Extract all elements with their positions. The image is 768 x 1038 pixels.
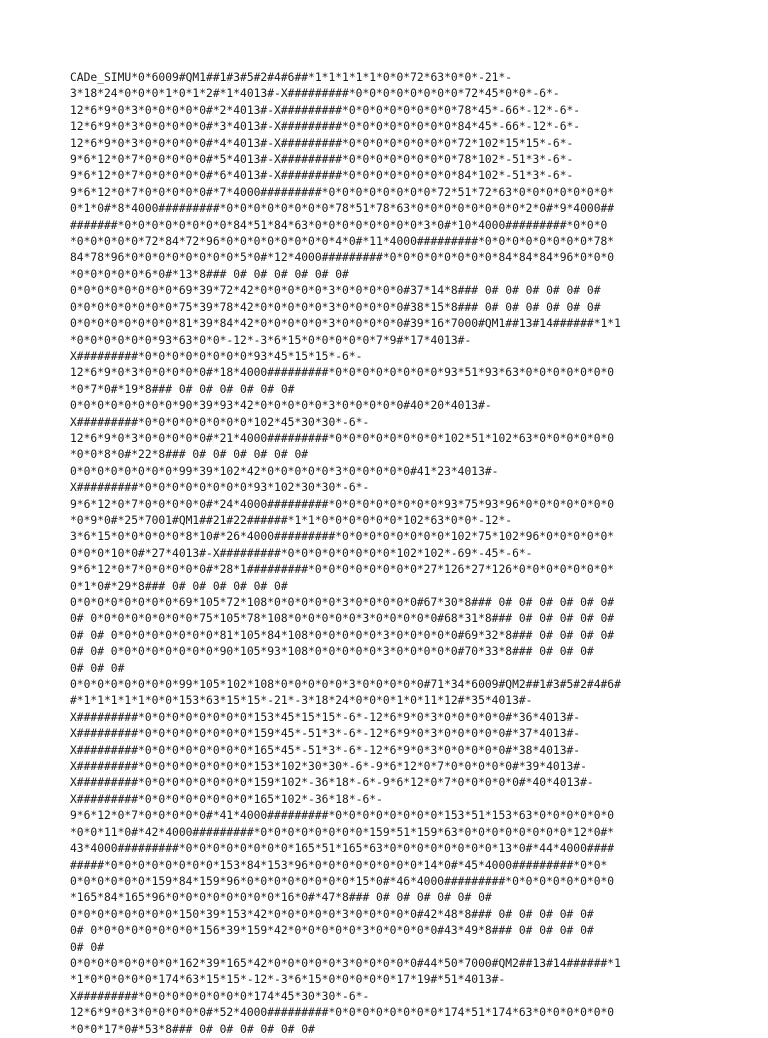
text-line: 0*0*0*0*0*0*0*0*162*39*165*42*0*0*0*0*0*3*0*0*0*0*0#44*50*7000#QM2##13#14######*1 (70, 956, 621, 970)
text-line: X#########*0*0*0*0*0*0*0*0*93*45*15*15*-6*- (70, 349, 363, 363)
text-line: X#########*0*0*0*0*0*0*0*0*153*45*15*15*-6*-12*6*9*0*3*0*0*0*0*0#*36*4013#- (70, 710, 581, 724)
text-line: *0*9*0#*25*7001#QM1##21#22######*1*1*0*0*0*0*0*0*102*63*0*0*-12*- (70, 513, 513, 527)
text-line: 0# 0# 0# (70, 661, 125, 675)
text-line: 9*6*12*0*7*0*0*0*0*0#*28*1#########*0*0*0*0*0*0*0*0*27*126*27*126*0*0*0*0*0*0*0* (70, 563, 615, 577)
text-line: 84*78*96*0*0*0*0*0*0*0*0*5*0#*12*4000#########*0*0*0*0*0*0*0*0*84*84*84*96*0*0*0 (70, 251, 615, 265)
text-line: 0# 0# 0*0*0*0*0*0*0*0*90*105*93*108*0*0*0*0*0*3*0*0*0*0*0#70*33*8### 0# 0# 0# (70, 645, 594, 659)
text-line: *1*0*0*0*0*0*174*63*15*15*-12*-3*6*15*0*0*0*0*0*17*19#*51*4013#- (70, 973, 506, 987)
text-line: 43*4000#########*0*0*0*0*0*0*0*0*165*51*165*63*0*0*0*0*0*0*0*0*13*0#*44*4000#### (70, 842, 615, 856)
text-line: 9*6*12*0*7*0*0*0*0*0#*5*4013#-X#########*0*0*0*0*0*0*0*0*78*102*-51*3*-6*- (70, 153, 574, 167)
text-line: 0*0*0*10*0#*27*4013#-X#########*0*0*0*0*0*0*0*0*102*102*-69*-45*-6*- (70, 546, 533, 560)
text-line: #######*0*0*0*0*0*0*0*0*84*51*84*63*0*0*0*0*0*0*0*0*3*0#*10*4000#########*0*0*0 (70, 218, 608, 232)
text-line: X#########*0*0*0*0*0*0*0*0*93*102*30*30*-6*- (70, 481, 370, 495)
text-line: 9*6*12*0*7*0*0*0*0*0#*41*4000#########*0*0*0*0*0*0*0*0*153*51*153*63*0*0*0*0*0*0 (70, 809, 615, 823)
text-line: *0*0*17*0#*53*8### 0# 0# 0# 0# 0# 0# (70, 1022, 315, 1036)
text-line: *0*0*11*0#*42*4000#########*0*0*0*0*0*0*0*0*159*51*159*63*0*0*0*0*0*0*0*0*12*0#* (70, 825, 615, 839)
text-line: X#########*0*0*0*0*0*0*0*0*165*45*-51*3*-6*-12*6*9*0*3*0*0*0*0*0#*38*4013#- (70, 743, 581, 757)
text-line: 0*1*0#*29*8### 0# 0# 0# 0# 0# 0# (70, 579, 288, 593)
text-line: 3*6*15*0*0*0*0*0*8*10#*26*4000#########*0*0*0*0*0*0*0*0*102*75*102*96*0*0*0*0*0* (70, 530, 615, 544)
text-line: *0*0*0*0*0*72*84*72*96*0*0*0*0*0*0*0*0*4*0#*11*4000#########*0*0*0*0*0*0*0*0*78* (70, 235, 615, 249)
text-line: 12*6*9*0*3*0*0*0*0*0#*2*4013#-X#########*0*0*0*0*0*0*0*0*78*45*-66*-12*-6*- (70, 103, 581, 117)
text-line: #####*0*0*0*0*0*0*0*0*153*84*153*96*0*0*0*0*0*0*0*0*14*0#*45*4000#########*0*0* (70, 858, 608, 872)
text-line: X#########*0*0*0*0*0*0*0*0*153*102*30*30*-6*-9*6*12*0*7*0*0*0*0*0#*39*4013#- (70, 760, 587, 774)
text-line: *165*84*165*96*0*0*0*0*0*0*0*0*16*0#*47*8### 0# 0# 0# 0# 0# 0# (70, 891, 492, 905)
text-line: 0# 0# (70, 940, 105, 954)
text-line: #*1*1*1*1*1*0*0*153*63*15*15*-21*-3*18*24*0*0*0*1*0*11*12#*35*4013#- (70, 694, 533, 708)
text-line: 0*0*0*0*0*0*0*0*69*105*72*108*0*0*0*0*0*3*0*0*0*0*0#67*30*8### 0# 0# 0# 0# 0# 0# (70, 596, 615, 609)
text-line: X#########*0*0*0*0*0*0*0*0*165*102*-36*18*-6*- (70, 792, 383, 806)
text-line: X#########*0*0*0*0*0*0*0*0*159*102*-36*18*-6*-9*6*12*0*7*0*0*0*0*0#*40*4013#- (70, 776, 594, 790)
text-line: 12*6*9*0*3*0*0*0*0*0#*3*4013#-X#########*0*0*0*0*0*0*0*0*84*45*-66*-12*-6*- (70, 120, 581, 134)
text-line: CADe_SIMU*0*6009#QM1##1#3#5#2#4#6##*1*1*1*1*1*0*0*72*63*0*0*-21*- (70, 71, 513, 84)
text-line: *0*0*0*0*0*0*93*63*0*0*-12*-3*6*15*0*0*0*0*0*7*9#*17*4013#- (70, 333, 472, 347)
text-line: 0*0*0*0*0*0*0*0*75*39*78*42*0*0*0*0*0*3*0*0*0*0*0#38*15*8### 0# 0# 0# 0# 0# 0# (70, 300, 601, 314)
text-line: 9*6*12*0*7*0*0*0*0*0#*7*4000#########*0*0*0*0*0*0*0*0*72*51*72*63*0*0*0*0*0*0*0* (70, 185, 615, 199)
text-line: X#########*0*0*0*0*0*0*0*0*102*45*30*30*-6*- (70, 415, 370, 429)
text-line: 12*6*9*0*3*0*0*0*0*0#*18*4000#########*0*0*0*0*0*0*0*0*93*51*93*63*0*0*0*0*0*0*0 (70, 366, 615, 380)
text-line: 0# 0*0*0*0*0*0*0*0*156*39*159*42*0*0*0*0*0*3*0*0*0*0*0#43*49*8### 0# 0# 0# 0# (70, 924, 594, 938)
text-line: 0*0*0*0*0*0*0*0*69*39*72*42*0*0*0*0*0*3*0*0*0*0*0#37*14*8### 0# 0# 0# 0# 0# 0# (70, 284, 601, 298)
text-line: *0*0*8*0#*22*8### 0# 0# 0# 0# 0# 0# (70, 448, 309, 462)
text-line: 9*6*12*0*7*0*0*0*0*0#*6*4013#-X#########*0*0*0*0*0*0*0*0*84*102*-51*3*-6*- (70, 169, 574, 183)
text-line: 0*0*0*0*0*0*159*84*159*96*0*0*0*0*0*0*0*0*15*0#*46*4000#########*0*0*0*0*0*0*0*0 (70, 874, 615, 888)
text-line: X#########*0*0*0*0*0*0*0*0*159*45*-51*3*-6*-12*6*9*0*3*0*0*0*0*0#*37*4013#- (70, 727, 581, 741)
text-line: 0*0*0*0*0*0*0*0*90*39*93*42*0*0*0*0*0*3*0*0*0*0*0#40*20*4013#- (70, 399, 492, 413)
text-line: *0*0*0*0*0*6*0#*13*8### 0# 0# 0# 0# 0# 0# (70, 267, 349, 281)
text-line: 12*6*9*0*3*0*0*0*0*0#*52*4000#########*0*0*0*0*0*0*0*0*174*51*174*63*0*0*0*0*0*0 (70, 1006, 615, 1020)
text-line: X#########*0*0*0*0*0*0*0*0*174*45*30*30*-6*- (70, 989, 370, 1003)
text-line: 0*0*0*0*0*0*0*0*99*39*102*42*0*0*0*0*0*3*0*0*0*0*0#41*23*4013#- (70, 464, 499, 478)
text-line: *0*7*0#*19*8### 0# 0# 0# 0# 0# 0# (70, 382, 295, 396)
text-line: 0*1*0#*8*4000#########*0*0*0*0*0*0*0*0*78*51*78*63*0*0*0*0*0*0*0*0*2*0#*9*4000## (70, 202, 615, 216)
text-line: 12*6*9*0*3*0*0*0*0*0#*4*4013#-X#########*0*0*0*0*0*0*0*0*72*102*15*15*-6*- (70, 136, 574, 150)
text-line: 3*18*24*0*0*0*1*0*1*2#*1*4013#-X#########*0*0*0*0*0*0*0*0*72*45*0*0*-6*- (70, 87, 560, 101)
text-line: 0# 0*0*0*0*0*0*0*0*75*105*78*108*0*0*0*0*0*3*0*0*0*0*0#68*31*8### 0# 0# 0# 0# 0# (70, 612, 615, 626)
text-line: 9*6*12*0*7*0*0*0*0*0#*24*4000#########*0*0*0*0*0*0*0*0*93*75*93*96*0*0*0*0*0*0*0 (70, 497, 615, 511)
text-line: 0*0*0*0*0*0*0*0*150*39*153*42*0*0*0*0*0*3*0*0*0*0*0#42*48*8### 0# 0# 0# 0# 0# (70, 907, 594, 921)
text-line: 0# 0# 0*0*0*0*0*0*0*0*81*105*84*108*0*0*0*0*0*3*0*0*0*0*0#69*32*8### 0# 0# 0# 0# (70, 628, 615, 642)
text-line: 0*0*0*0*0*0*0*0*81*39*84*42*0*0*0*0*0*3*0*0*0*0*0#39*16*7000#QM1##13#14######*1*1 (70, 317, 621, 331)
document-text (70, 70, 710, 1038)
text-line: 0*0*0*0*0*0*0*0*99*105*102*108*0*0*0*0*0*3*0*0*0*0*0#71*34*6009#QM2##1#3#5#2#4#6# (70, 678, 621, 692)
text-line: 12*6*9*0*3*0*0*0*0*0#*21*4000#########*0*0*0*0*0*0*0*0*102*51*102*63*0*0*0*0*0*0 (70, 431, 615, 445)
